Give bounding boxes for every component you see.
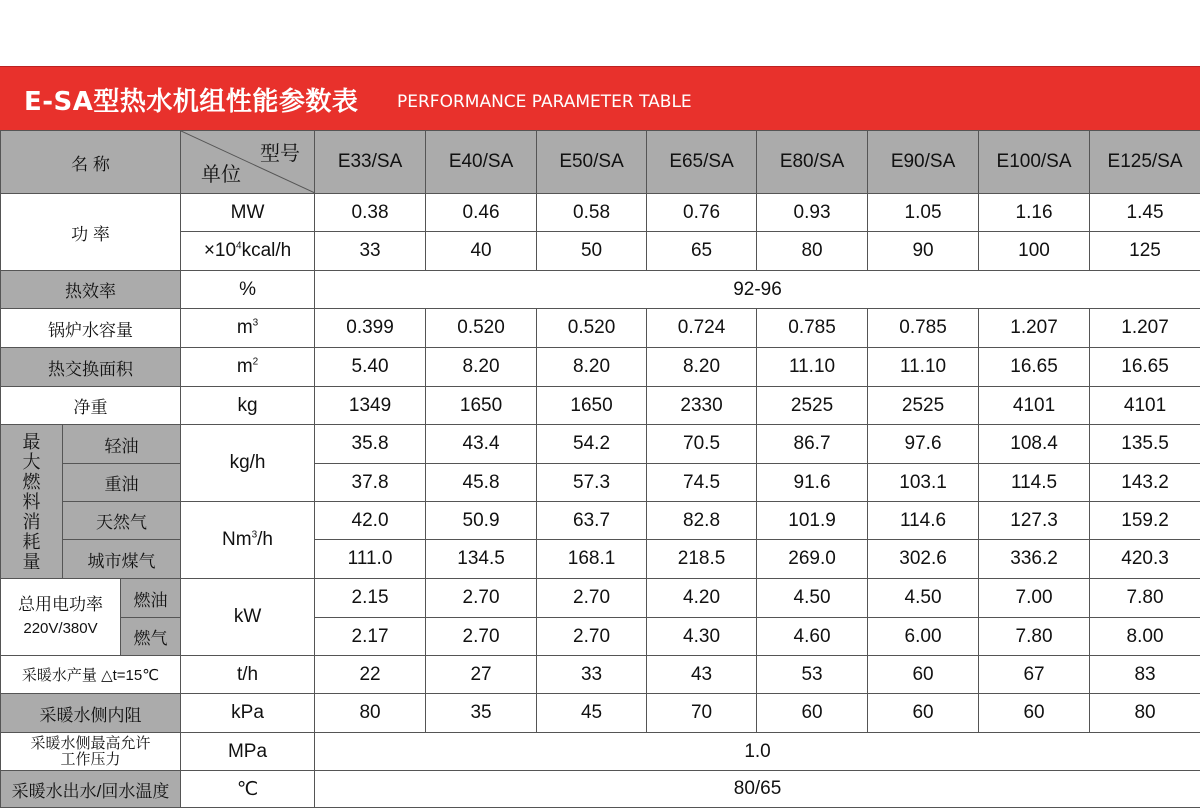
value-cell: 135.5 [1090, 425, 1200, 464]
value-cell: 74.5 [647, 464, 757, 502]
value-cell: 1.207 [1090, 309, 1200, 348]
value-cell: 2.15 [315, 579, 426, 618]
value-cell: 60 [868, 694, 979, 733]
value-cell: 0.76 [647, 194, 757, 232]
model-header: E50/SA [537, 131, 647, 194]
value-cell: 108.4 [979, 425, 1090, 464]
value-cell: 1.45 [1090, 194, 1200, 232]
electric-oil-label: 燃油 [121, 579, 181, 618]
name-header: 名 称 [1, 131, 181, 194]
unit-cell: kW [181, 579, 315, 656]
value-cell: 2.70 [426, 618, 537, 656]
light-oil-label: 轻油 [63, 425, 181, 464]
fuel-consumption-label: 最大燃料消耗量 [1, 425, 63, 579]
value-cell: 4101 [1090, 387, 1200, 425]
unit-cell: $m^3$ [181, 309, 315, 348]
value-cell: 336.2 [979, 540, 1090, 579]
value-cell: 168.1 [537, 540, 647, 579]
value-cell: 1.207 [979, 309, 1090, 348]
value-cell: 103.1 [868, 464, 979, 502]
model-header: E80/SA [757, 131, 868, 194]
hot-water-output-label: 采暖水产量 △t=15℃ [1, 656, 181, 694]
unit-cell: ℃ [181, 771, 315, 808]
efficiency-label: 热效率 [1, 271, 181, 309]
value-cell: 8.20 [426, 348, 537, 387]
value-cell: 35 [426, 694, 537, 733]
value-cell: 5.40 [315, 348, 426, 387]
value-cell: 420.3 [1090, 540, 1200, 579]
value-cell: 22 [315, 656, 426, 694]
model-header: E125/SA [1090, 131, 1200, 194]
value-cell: 2525 [757, 387, 868, 425]
unit-cell: kg [181, 387, 315, 425]
value-cell: 65 [647, 232, 757, 271]
value-cell: 7.80 [979, 618, 1090, 656]
value-cell: 0.785 [757, 309, 868, 348]
value-cell: 218.5 [647, 540, 757, 579]
table-row [1, 348, 1200, 387]
table-row [1, 771, 1200, 808]
unit-cell: $\times 10^4kcal/h$ [181, 232, 315, 271]
value-cell: 4.60 [757, 618, 868, 656]
value-cell: 63.7 [537, 502, 647, 540]
value-cell: 0.520 [537, 309, 647, 348]
value-cell: 0.724 [647, 309, 757, 348]
value-cell: 43 [647, 656, 757, 694]
value-cell: 50.9 [426, 502, 537, 540]
unit-cell: t/h [181, 656, 315, 694]
value-cell: 111.0 [315, 540, 426, 579]
title-banner [0, 66, 1200, 130]
value-cell: 83 [1090, 656, 1200, 694]
value-cell: 27 [426, 656, 537, 694]
value-cell: 60 [979, 694, 1090, 733]
value-cell: 1.16 [979, 194, 1090, 232]
value-cell: 86.7 [757, 425, 868, 464]
value-cell: 90 [868, 232, 979, 271]
value-cell: 50 [537, 232, 647, 271]
city-gas-label: 城市煤气 [63, 540, 181, 579]
value-cell: 4.50 [757, 579, 868, 618]
unit-cell: Nm$^3$/h [181, 502, 315, 579]
electric-voltage: 220V/380V [1, 617, 120, 641]
table-row [1, 733, 1200, 771]
value-cell: 1.05 [868, 194, 979, 232]
power-label: 功 率 [1, 194, 181, 271]
value-cell: 2.70 [537, 579, 647, 618]
value-cell: 82.8 [647, 502, 757, 540]
unit-cell: kg/h [181, 425, 315, 502]
value-cell: 0.399 [315, 309, 426, 348]
natural-gas-label: 天然气 [63, 502, 181, 540]
value-cell: 4.30 [647, 618, 757, 656]
performance-table [0, 130, 1200, 808]
value-cell: 2525 [868, 387, 979, 425]
value-cell: 114.5 [979, 464, 1090, 502]
max-pressure-label: 采暖水侧最高允许工作压力 [1, 733, 181, 771]
value-cell: 7.80 [1090, 579, 1200, 618]
table-title-cn: E-SA型热水机组性能参数表 [24, 81, 358, 118]
table-row [1, 694, 1200, 733]
heavy-oil-label: 重油 [63, 464, 181, 502]
table-row [1, 271, 1200, 309]
value-cell: 7.00 [979, 579, 1090, 618]
value-cell: 143.2 [1090, 464, 1200, 502]
table-row [1, 309, 1200, 348]
value-cell: 2330 [647, 387, 757, 425]
value-cell: 80 [1090, 694, 1200, 733]
value-cell: 43.4 [426, 425, 537, 464]
value-cell: 11.10 [757, 348, 868, 387]
value-cell: 4.50 [868, 579, 979, 618]
value-cell: 1349 [315, 387, 426, 425]
value-cell: 54.2 [537, 425, 647, 464]
value-cell: 4101 [979, 387, 1090, 425]
value-cell: 127.3 [979, 502, 1090, 540]
value-cell: 0.520 [426, 309, 537, 348]
value-cell: 0.785 [868, 309, 979, 348]
value-cell: 8.00 [1090, 618, 1200, 656]
value-cell: 57.3 [537, 464, 647, 502]
value-cell: 1650 [537, 387, 647, 425]
table-row [1, 502, 1200, 540]
value-cell: 45.8 [426, 464, 537, 502]
table-row [1, 425, 1200, 464]
table-row [1, 656, 1200, 694]
value-cell: 97.6 [868, 425, 979, 464]
value-cell: 92-96 [315, 271, 1200, 309]
model-header: E65/SA [647, 131, 757, 194]
value-cell: 37.8 [315, 464, 426, 502]
table-row [1, 194, 1200, 232]
value-cell: 0.58 [537, 194, 647, 232]
value-cell: 33 [537, 656, 647, 694]
value-cell: 42.0 [315, 502, 426, 540]
value-cell: 53 [757, 656, 868, 694]
value-cell: 80/65 [315, 771, 1200, 808]
unit-cell: % [181, 271, 315, 309]
value-cell: 101.9 [757, 502, 868, 540]
value-cell: 16.65 [979, 348, 1090, 387]
table-row [1, 618, 1200, 656]
unit-cell: kPa [181, 694, 315, 733]
table-row [1, 464, 1200, 502]
table-title-en: PERFORMANCE PARAMETER TABLE [397, 92, 692, 112]
value-cell: 40 [426, 232, 537, 271]
value-cell: 67 [979, 656, 1090, 694]
value-cell: 125 [1090, 232, 1200, 271]
unit-cell: MPa [181, 733, 315, 771]
table-row [1, 540, 1200, 579]
value-cell: 134.5 [426, 540, 537, 579]
value-cell: 0.93 [757, 194, 868, 232]
value-cell: 60 [868, 656, 979, 694]
value-cell: 91.6 [757, 464, 868, 502]
value-cell: 45 [537, 694, 647, 733]
value-cell: 0.38 [315, 194, 426, 232]
value-cell: 2.17 [315, 618, 426, 656]
value-cell: 80 [315, 694, 426, 733]
water-resistance-label: 采暖水侧内阻 [1, 694, 181, 733]
net-weight-label: 净重 [1, 387, 181, 425]
value-cell: 269.0 [757, 540, 868, 579]
heat-area-label: 热交换面积 [1, 348, 181, 387]
header-row [1, 131, 1200, 194]
unit-label: 单位 [201, 158, 241, 187]
value-cell: 70 [647, 694, 757, 733]
electric-gas-label: 燃气 [121, 618, 181, 656]
unit-model-corner [181, 131, 315, 194]
table-row [1, 387, 1200, 425]
model-header: E90/SA [868, 131, 979, 194]
electric-power-label [1, 579, 121, 656]
value-cell: 4.20 [647, 579, 757, 618]
water-temp-label: 采暖水出水/回水温度 [1, 771, 181, 808]
model-header: E40/SA [426, 131, 537, 194]
unit-cell: MW [181, 194, 315, 232]
value-cell: 8.20 [647, 348, 757, 387]
value-cell: 100 [979, 232, 1090, 271]
value-cell: 1.0 [315, 733, 1200, 771]
value-cell: 80 [757, 232, 868, 271]
value-cell: 0.46 [426, 194, 537, 232]
table-row [1, 232, 1200, 271]
value-cell: 2.70 [426, 579, 537, 618]
unit-cell: $m^2$ [181, 348, 315, 387]
water-capacity-label: 锅炉水容量 [1, 309, 181, 348]
value-cell: 33 [315, 232, 426, 271]
value-cell: 302.6 [868, 540, 979, 579]
value-cell: 8.20 [537, 348, 647, 387]
table-row [1, 579, 1200, 618]
value-cell: 1650 [426, 387, 537, 425]
value-cell: 11.10 [868, 348, 979, 387]
value-cell: 114.6 [868, 502, 979, 540]
value-cell: 6.00 [868, 618, 979, 656]
value-cell: 16.65 [1090, 348, 1200, 387]
electric-power-title: 总用电功率 [1, 593, 120, 617]
value-cell: 60 [757, 694, 868, 733]
value-cell: 35.8 [315, 425, 426, 464]
model-header: E33/SA [315, 131, 426, 194]
value-cell: 70.5 [647, 425, 757, 464]
model-header: E100/SA [979, 131, 1090, 194]
model-label: 型号 [260, 137, 300, 166]
value-cell: 159.2 [1090, 502, 1200, 540]
value-cell: 2.70 [537, 618, 647, 656]
